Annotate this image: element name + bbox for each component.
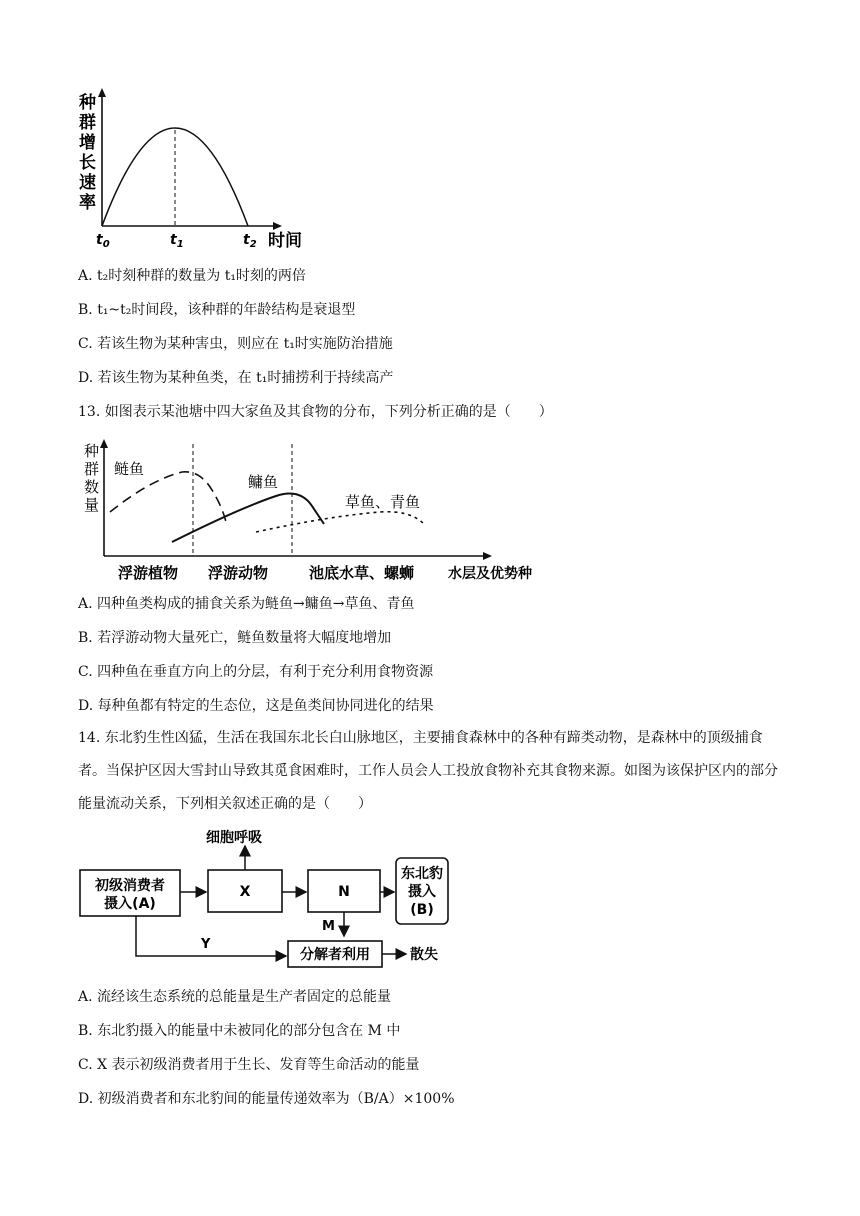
fig2-zone-2: 浮游动物 <box>208 564 269 582</box>
fig1-tick-t0: $t_0$ <box>96 232 110 250</box>
q13-option-b: B. 若浮游动物大量死亡，鲢鱼数量将大幅度地增加 <box>78 630 392 646</box>
energy-flow-figure <box>76 826 456 975</box>
q12-option-d: D. 若该生物为某种鱼类，在 t₁时捕捞利于持续高产 <box>78 370 394 386</box>
fig2-ylabel-4: 量 <box>84 496 100 514</box>
fig1-growth-curve <box>102 128 248 226</box>
box-n-label: N <box>338 884 350 900</box>
fig2-ylabel-1: 种 <box>84 442 100 460</box>
q13-stem: 13. 如图表示某池塘中四大家鱼及其食物的分布，下列分析正确的是（ ） <box>78 404 553 420</box>
label-m: M <box>322 919 335 934</box>
fig1-ylabel-2: 群 <box>79 113 96 133</box>
fig2-ylabel-2: 群 <box>84 460 100 478</box>
label-loss: 散失 <box>410 947 438 963</box>
fig1-ylabel-1: 种 <box>79 93 96 113</box>
label-y: Y <box>201 937 211 952</box>
box-b-line1: 东北豹 <box>401 866 443 882</box>
growth-rate-chart <box>70 84 320 254</box>
fig2-grass-black-carp-curve <box>256 512 424 532</box>
fig2-ylabel-3: 数 <box>84 478 100 496</box>
decomposer-label: 分解者利用 <box>300 947 370 963</box>
fig1-tick-t2: $t_2$ <box>243 232 257 250</box>
box-x-label: X <box>239 884 251 900</box>
fig1-xlabel: 时间 <box>268 231 302 251</box>
q12-option-a: A. t₂时刻种群的数量为 t₁时刻的两倍 <box>78 268 306 284</box>
label-respiration: 细胞呼吸 <box>206 830 262 846</box>
box-a-line2: 摄入(A) <box>104 896 156 912</box>
q12-option-b: B. t₁~t₂时间段，该种群的年龄结构是衰退型 <box>78 302 356 318</box>
fig2-y-arrow <box>100 439 108 448</box>
q13-option-a: A. 四种鱼类构成的捕食关系为鲢鱼→鳙鱼→草鱼、青鱼 <box>78 596 415 612</box>
q14-option-d: D. 初级消费者和东北豹间的能量传递效率为（B/A）×100% <box>78 1091 455 1107</box>
fig1-ylabel-3: 增 <box>79 133 96 153</box>
arrow-a-to-decomposer <box>136 916 286 956</box>
fig1-x-arrow <box>273 222 282 230</box>
fig2-fish-label-grass: 草鱼、青鱼 <box>345 493 421 511</box>
q13-option-d: D. 每种鱼都有特定的生态位，这是鱼类间协同进化的结果 <box>78 698 434 714</box>
fig2-zone-3: 池底水草、螺蛳 <box>309 564 415 582</box>
q14-option-b: B. 东北豹摄入的能量中未被同化的部分包含在 M 中 <box>78 1023 401 1039</box>
q12-option-c: C. 若该生物为某种害虫，则应在 t₁时实施防治措施 <box>78 336 393 352</box>
fig2-xlabel: 水层及优势种 <box>448 566 532 582</box>
box-b-line2: 摄入 <box>408 884 436 900</box>
q14-stem: 14. 东北豹生性凶猛，生活在我国东北长白山脉地区，主要捕食森林中的各种有蹄类动物，是森林中的顶级捕食者。当保护区因大雪封山导致其觅食困难时，工作人员会人工投放食物补充其食物来源。如图为该保护区内的部分能量流动关系，下列相关叙述正确的是（ ） <box>78 730 778 812</box>
fig2-x-arrow <box>483 552 492 560</box>
fig1-y-arrow <box>98 88 106 97</box>
fig1-ylabel-4: 长 <box>79 153 96 173</box>
energy-flow-diagram <box>76 826 456 971</box>
box-b-line3: (B) <box>410 902 434 918</box>
fig2-bighead-carp-curve <box>172 494 324 542</box>
fig2-fish-label-bighead: 鳙鱼 <box>248 473 279 491</box>
q14-option-c: C. X 表示初级消费者用于生长、发育等生命活动的能量 <box>78 1057 420 1073</box>
q13-option-c: C. 四种鱼在垂直方向上的分层，有利于充分利用食物资源 <box>78 664 434 680</box>
fish-distribution-chart <box>80 436 560 586</box>
growth-rate-figure <box>70 84 320 258</box>
box-a-line1: 初级消费者 <box>95 878 165 894</box>
fish-distribution-figure <box>80 436 560 590</box>
fig2-zone-1: 浮游植物 <box>118 564 179 582</box>
fig2-fish-label-silver: 鲢鱼 <box>114 460 145 478</box>
fig1-tick-t1: $t_1$ <box>170 232 184 250</box>
fig1-ylabel-5: 速 <box>79 173 96 193</box>
q14-option-a: A. 流经该生态系统的总能量是生产者固定的总能量 <box>78 989 392 1005</box>
fig1-ylabel-6: 率 <box>79 193 96 213</box>
fig2-silver-carp-curve <box>110 472 226 522</box>
